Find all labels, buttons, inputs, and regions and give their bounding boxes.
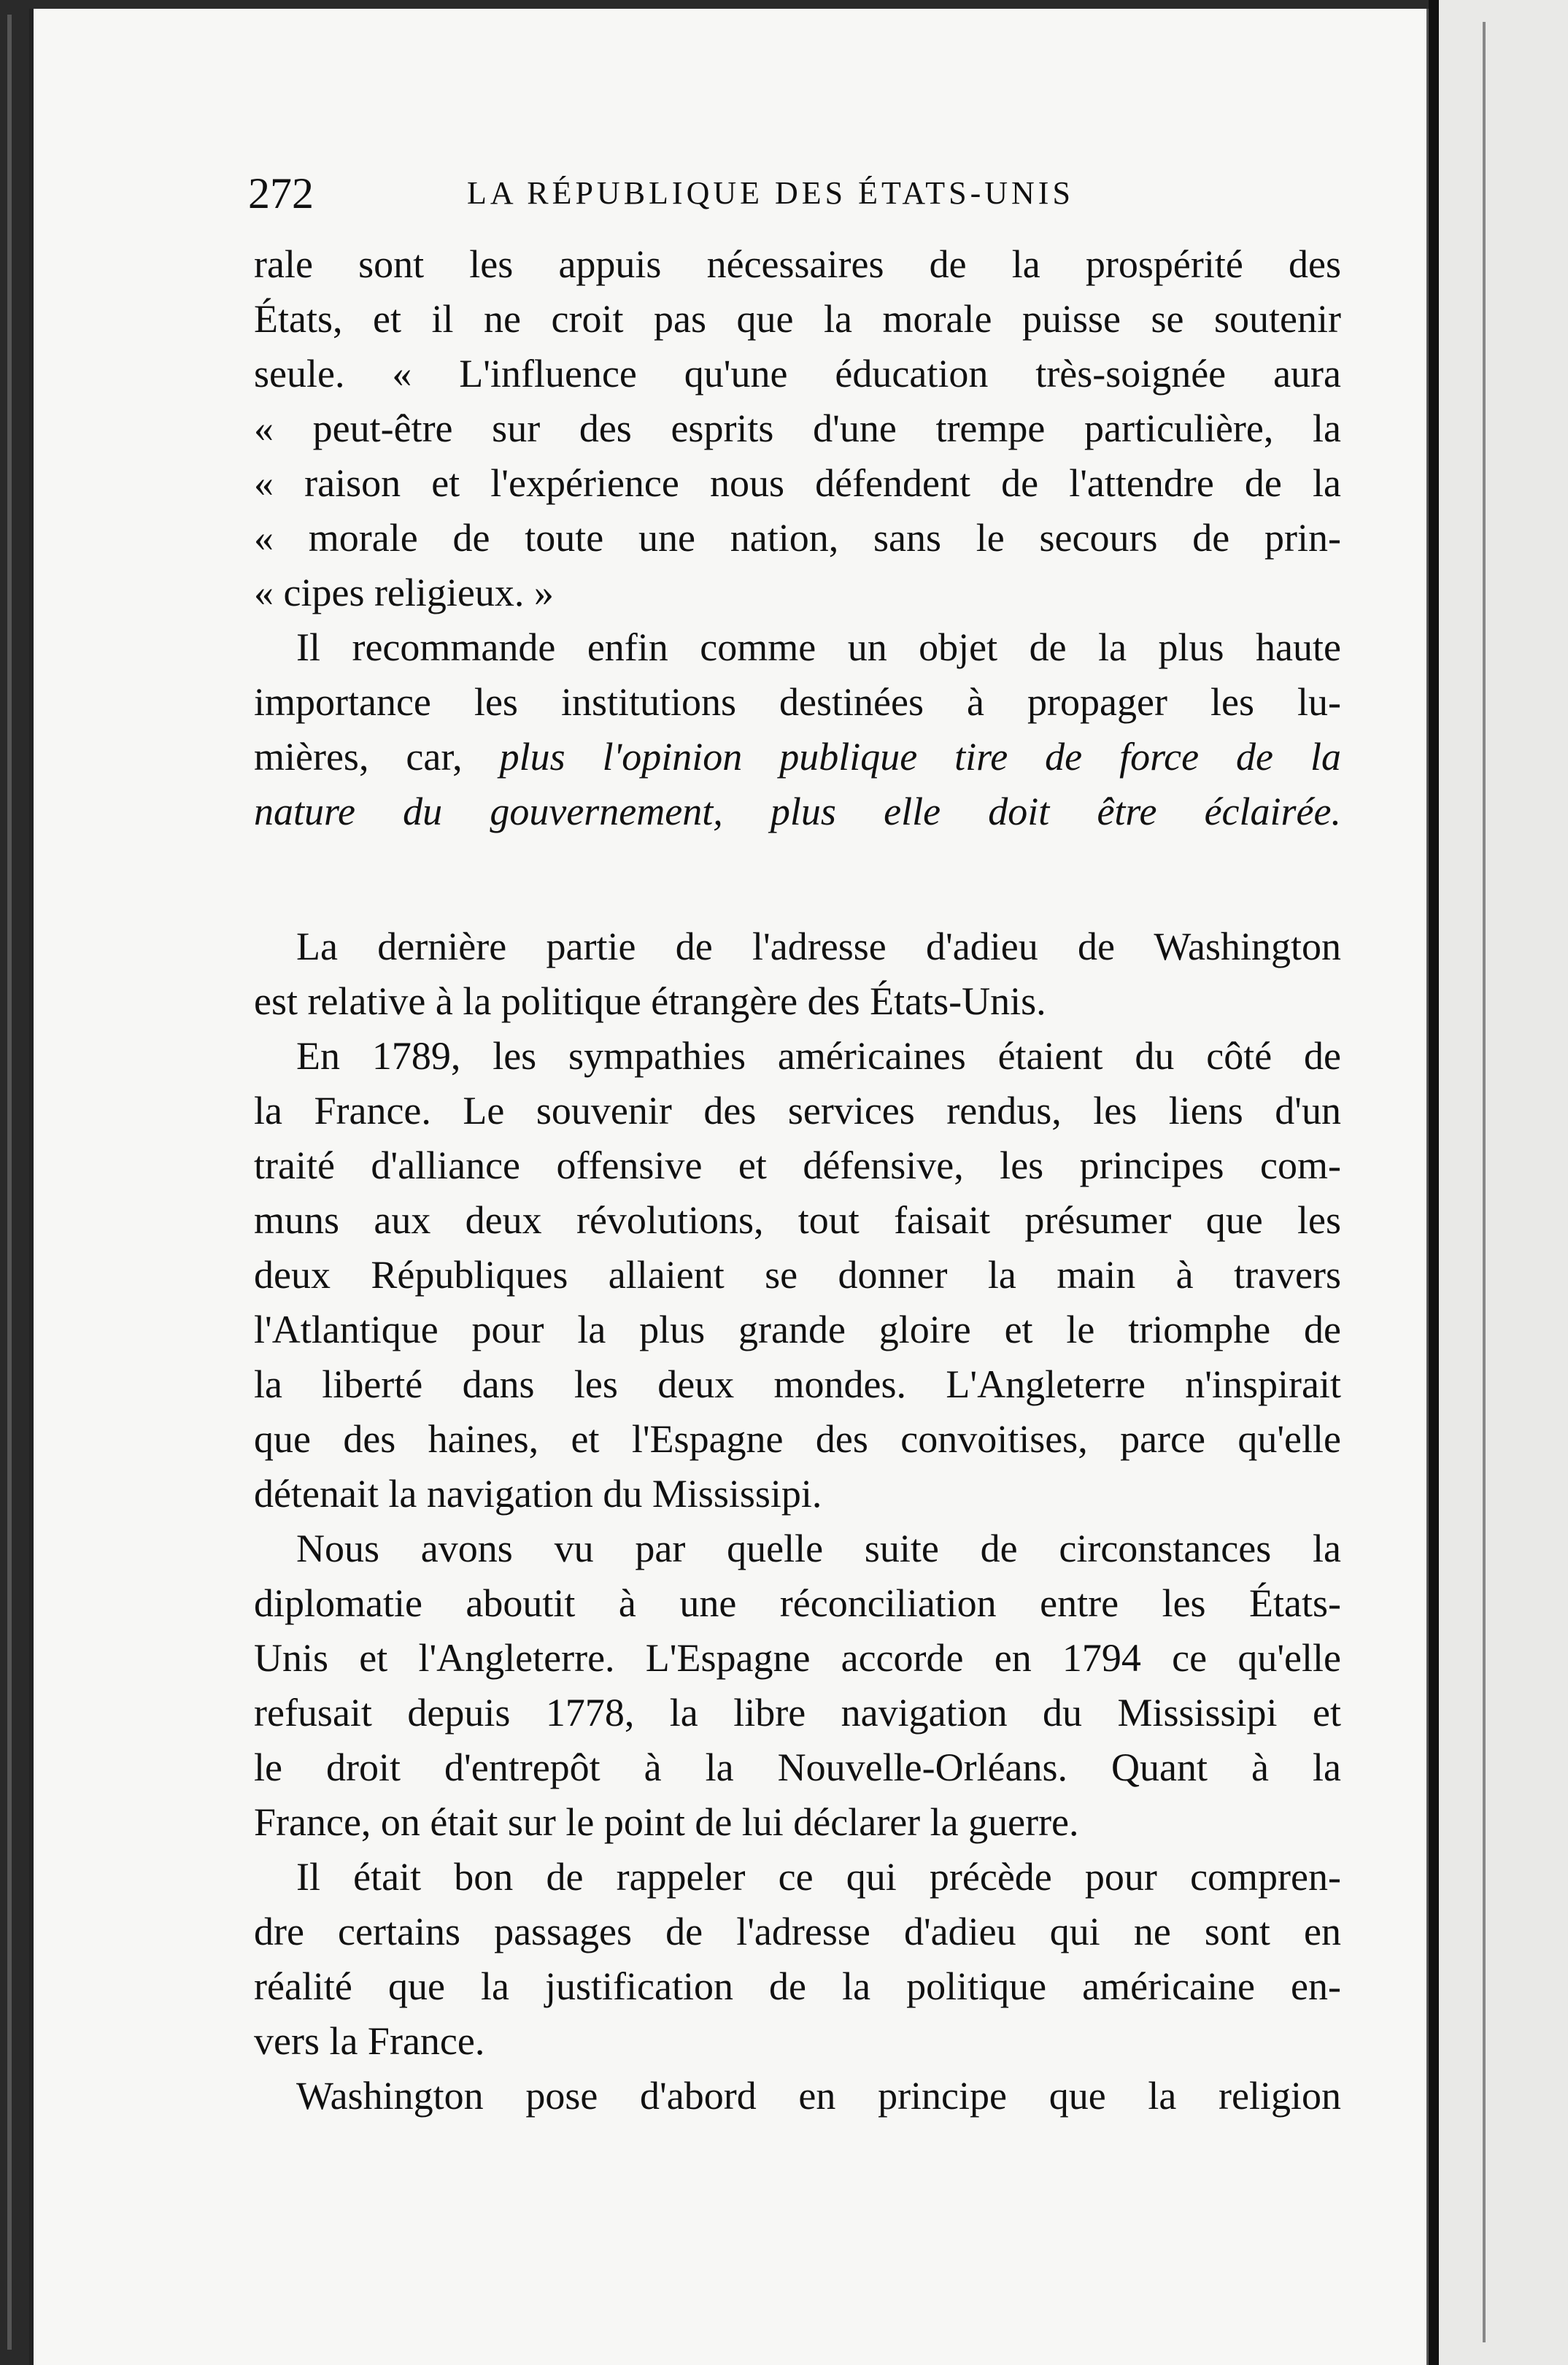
text-line: dre certains passages de l'adresse d'adieu qui ne sont en: [254, 1910, 1341, 1953]
text-fragment: mières, car,: [254, 735, 500, 779]
section-gap: [254, 839, 1341, 919]
text-line: Unis et l'Angleterre. L'Espagne accorde en 1794 ce qu'elle: [254, 1636, 1341, 1680]
text-line: En 1789, les sympathies américaines étaient du côté de: [296, 1034, 1341, 1078]
text-line: « raison et l'expérience nous défendent de l'attendre de la: [254, 461, 1341, 505]
text-line: diplomatie aboutit à une réconciliation entre les États-: [254, 1581, 1341, 1625]
text-line: réalité que la justification de la politique américaine en-: [254, 1964, 1341, 2008]
text-line: l'Atlantique pour la plus grande gloire et le triomphe de: [254, 1308, 1341, 1351]
text-line: que des haines, et l'Espagne des convoitises, parce qu'elle: [254, 1417, 1341, 1461]
text-line: muns aux deux révolutions, tout faisait présumer que les: [254, 1198, 1341, 1242]
text-line: deux Républiques allaient se donner la main à travers: [254, 1253, 1341, 1297]
text-line: « morale de toute une nation, sans le secours de prin-: [254, 516, 1341, 560]
body-text: [254, 237, 1341, 2123]
text-line: le droit d'entrepôt à la Nouvelle-Orléans. Quant à la: [254, 1745, 1341, 1789]
page-edge-line: [1483, 22, 1486, 2342]
text-line-mixed: [254, 730, 1341, 784]
text-line: France, on était sur le point de lui déclarer la guerre.: [254, 1800, 1079, 1844]
text-line: « cipes religieux. »: [254, 571, 554, 614]
page-number: 272: [248, 169, 314, 217]
text-line: seule. « L'influence qu'une éducation très-soignée aura: [254, 352, 1341, 396]
page-header: [248, 164, 1343, 223]
text-line: la France. Le souvenir des services rendus, les liens d'un: [254, 1089, 1341, 1133]
text-line: détenait la navigation du Mississipi.: [254, 1472, 822, 1516]
binding-shadow: [7, 15, 12, 2350]
italic-quote: nature du gouvernement, plus elle doit être éclairée.: [254, 790, 1341, 833]
text-line: Il recommande enfin comme un objet de la plus haute: [296, 625, 1341, 669]
text-line: traité d'alliance offensive et défensive, les principes com-: [254, 1143, 1341, 1187]
text-line: importance les institutions destinées à propager les lu-: [254, 680, 1341, 724]
text-line: Nous avons vu par quelle suite de circonstances la: [296, 1527, 1341, 1570]
text-line: États, et il ne croit pas que la morale puisse se soutenir: [254, 297, 1341, 341]
text-line: est relative à la politique étrangère des États-Unis.: [254, 979, 1046, 1023]
text-line: vers la France.: [254, 2019, 485, 2063]
italic-quote: plus l'opinion publique tire de force de la: [499, 735, 1341, 779]
text-line: refusait depuis 1778, la libre navigation du Mississipi et: [254, 1691, 1341, 1735]
text-line: La dernière partie de l'adresse d'adieu de Washington: [296, 925, 1341, 968]
adjacent-page-edge: [1429, 0, 1568, 2365]
running-title: LA RÉPUBLIQUE DES ÉTATS-UNIS: [467, 175, 1074, 211]
text-line: « peut-être sur des esprits d'une trempe particulière, la: [254, 406, 1341, 450]
text-line: Il était bon de rappeler ce qui précède pour compren-: [296, 1855, 1341, 1899]
text-line: Washington pose d'abord en principe que la religion: [296, 2074, 1341, 2118]
text-line: rale sont les appuis nécessaires de la prospérité des: [254, 242, 1341, 286]
text-line: la liberté dans les deux mondes. L'Angleterre n'inspirait: [254, 1362, 1341, 1406]
